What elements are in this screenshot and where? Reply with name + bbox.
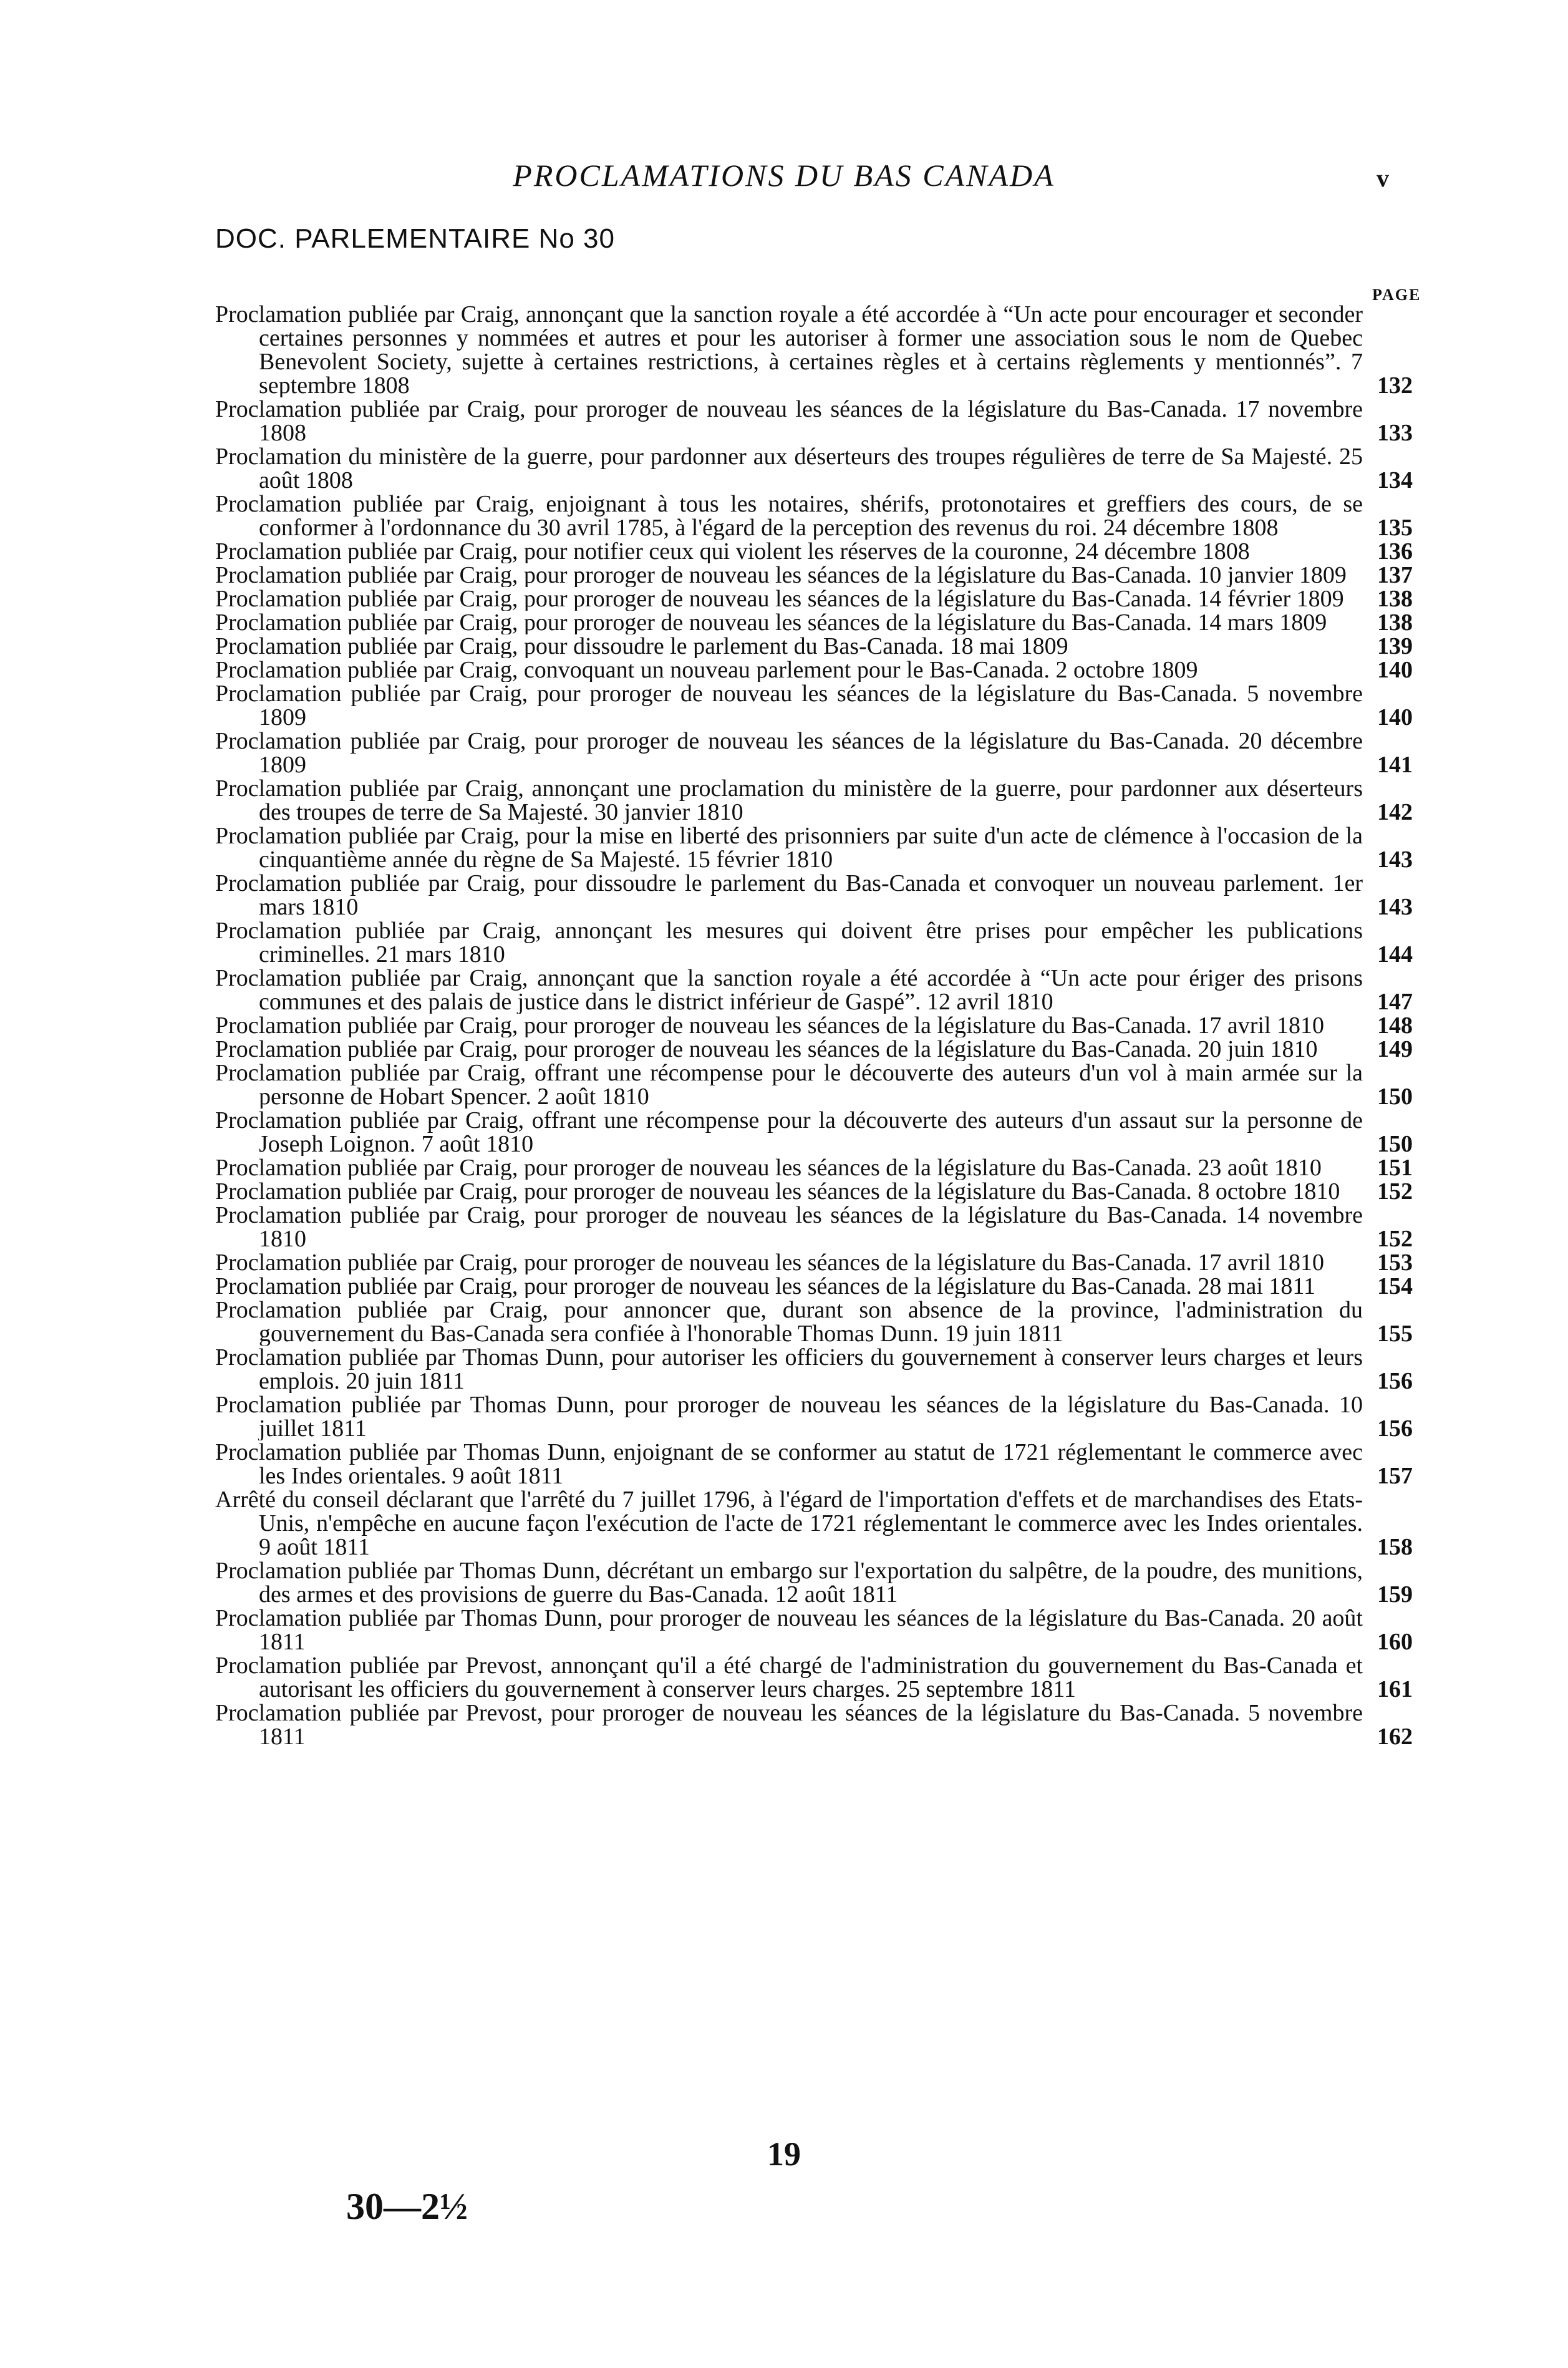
toc-entry [215, 1346, 1413, 1393]
toc-entry-page: 150 [1377, 1084, 1413, 1110]
toc-entry [215, 658, 1413, 682]
toc-entry [215, 397, 1413, 445]
toc-entry-text: Proclamation publiée par Craig, pour proroger de nouveau les séances de la législature du Bas-Canada. 17 avril 1810 [215, 1014, 1325, 1037]
toc-entry-text: Proclamation publiée par Craig, pour proroger de nouveau les séances de la législature du Bas-Canada. 17 avril 1810 [215, 1251, 1325, 1274]
toc-entry-page: 156 [1377, 1368, 1413, 1394]
toc-entry-page: 136 [1377, 538, 1413, 565]
roman-page-number: v [1377, 164, 1389, 192]
toc-entry-text: Proclamation publiée par Craig, annonçant les mesures qui doivent être prises pour empêcher les publications criminelles. 21 mars 1810 [215, 919, 1363, 966]
toc-entry-page: 144 [1377, 941, 1413, 968]
toc-entry-page: 148 [1377, 1012, 1413, 1039]
page-number: 19 [767, 2135, 801, 2173]
sheet-signature-mark: 30—2½ [346, 2186, 468, 2227]
toc-entry [215, 1298, 1413, 1346]
toc-entry [215, 1440, 1413, 1488]
toc-entry-page: 143 [1377, 894, 1413, 920]
toc-entry [215, 1180, 1413, 1203]
toc-entry-page: 135 [1377, 515, 1413, 541]
toc-entry-page: 138 [1377, 609, 1413, 636]
toc-entry-text: Proclamation publiée par Craig, pour proroger de nouveau les séances de la législature du Bas-Canada. 14 novembre 1810 [215, 1203, 1363, 1251]
toc-entry [215, 445, 1413, 492]
toc-entry-text: Proclamation publiée par Craig, pour proroger de nouveau les séances de la législature du Bas-Canada. 14 mars 1809 [215, 611, 1327, 634]
toc-entry-page: 158 [1377, 1534, 1413, 1560]
toc-entry [215, 1559, 1413, 1606]
toc-entry-text: Proclamation publiée par Craig, pour proroger de nouveau les séances de la législature du Bas-Canada. 14 février 1809 [215, 587, 1344, 611]
toc-entry-text: Proclamation publiée par Prevost, pour proroger de nouveau les séances de la législature du Bas-Canada. 5 novembre 1811 [215, 1701, 1363, 1749]
toc-entry [215, 563, 1413, 587]
toc-entry-text: Proclamation publiée par Thomas Dunn, décrétant un embargo sur l'exportation du salpêtre, de la poudre, des munitions, des armes et des provisions de guerre du Bas-Canada. 12 août 1811 [215, 1559, 1363, 1606]
toc-entry-page: 151 [1377, 1155, 1413, 1181]
toc-entry-page: 159 [1377, 1581, 1413, 1608]
toc-entry [215, 1109, 1413, 1156]
toc-entry [215, 540, 1413, 563]
running-title: PROCLAMATIONS DU BAS CANADA [513, 158, 1055, 193]
toc-entry [215, 1606, 1413, 1654]
toc-entry-text: Arrêté du conseil déclarant que l'arrêté du 7 juillet 1796, à l'égard de l'importation d'effets et de marchandises des Etats-Unis, n'empêche en aucune façon l'exécution de l'acte de 1721 réglementant le commerce avec les Indes orientales. 9 août 1811 [215, 1488, 1363, 1559]
toc-entry-page: 138 [1377, 586, 1413, 612]
toc-entry-text: Proclamation publiée par Craig, enjoignant à tous les notaires, shérifs, protonotaires et greffiers des cours, de se conformer à l'ordonnance du 30 avril 1785, à l'égard de la perception des revenus du roi. 24 décembre 1808 [215, 492, 1363, 540]
toc-entry-text: Proclamation publiée par Craig, pour la mise en liberté des prisonniers par suite d'un acte de clémence à l'occasion de la cinquantième année du règne de Sa Majesté. 15 février 1810 [215, 824, 1363, 871]
toc-entry-text: Proclamation publiée par Craig, annonçant une proclamation du ministère de la guerre, pour pardonner aux déserteurs des troupes de terre de Sa Majesté. 30 janvier 1810 [215, 777, 1363, 824]
toc-entry [215, 871, 1413, 919]
toc-entry-page: 161 [1377, 1676, 1413, 1702]
toc-entry [215, 729, 1413, 777]
toc-entry-page: 143 [1377, 847, 1413, 873]
toc-entry-text: Proclamation publiée par Craig, pour proroger de nouveau les séances de la législature du Bas-Canada. 10 janvier 1809 [215, 563, 1347, 587]
toc-entry-page: 153 [1377, 1250, 1413, 1276]
toc-entry-text: Proclamation publiée par Thomas Dunn, enjoignant de se conformer au statut de 1721 réglementant le commerce avec les Indes orientales. 9 août 1811 [215, 1440, 1363, 1488]
toc-entry-page: 141 [1377, 752, 1413, 778]
toc-entry [215, 1037, 1413, 1061]
toc-entry [215, 966, 1413, 1014]
toc-entry-text: Proclamation publiée par Craig, pour annoncer que, durant son absence de la province, l'administration du gouvernement du Bas-Canada sera confiée à l'honorable Thomas Dunn. 19 juin 1811 [215, 1298, 1363, 1346]
toc-entry-text: Proclamation publiée par Craig, pour proroger de nouveau les séances de la législature du Bas-Canada. 23 août 1810 [215, 1156, 1322, 1180]
toc-entry-page: 162 [1377, 1724, 1413, 1750]
toc-entry [215, 1701, 1413, 1749]
toc-entry-text: Proclamation publiée par Craig, convoquant un nouveau parlement pour le Bas-Canada. 2 octobre 1809 [215, 658, 1198, 682]
toc-entry-page: 157 [1377, 1463, 1413, 1489]
toc-entry-page: 142 [1377, 799, 1413, 825]
toc-entry [215, 587, 1413, 611]
page-column-label: PAGE [1372, 286, 1421, 304]
toc-entry-page: 160 [1377, 1629, 1413, 1655]
toc-entry-text: Proclamation publiée par Thomas Dunn, pour proroger de nouveau les séances de la législature du Bas-Canada. 20 août 1811 [215, 1606, 1363, 1654]
toc-entry-text: Proclamation publiée par Craig, pour proroger de nouveau les séances de la législature du Bas-Canada. 8 octobre 1810 [215, 1180, 1340, 1203]
toc-entry-text: Proclamation publiée par Craig, pour proroger de nouveau les séances de la législature du Bas-Canada. 5 novembre 1809 [215, 682, 1363, 729]
toc-entry-page: 140 [1377, 657, 1413, 683]
toc-entry [215, 303, 1413, 397]
toc-entry [215, 777, 1413, 824]
toc-entry-text: Proclamation publiée par Prevost, annonçant qu'il a été chargé de l'administration du gouvernement du Bas-Canada et autorisant les officiers du gouvernement à conserver leurs charges. 25 septembre 1811 [215, 1654, 1363, 1701]
toc-entry [215, 919, 1413, 966]
toc-entry-text: Proclamation publiée par Craig, offrant une récompense pour la découverte des auteurs d'un assaut sur la personne de Joseph Loignon. 7 août 1810 [215, 1109, 1363, 1156]
toc-entry [215, 682, 1413, 729]
toc-entry [215, 824, 1413, 871]
toc-entry-text: Proclamation publiée par Thomas Dunn, pour autoriser les officiers du gouvernement à conserver leurs charges et leurs emplois. 20 juin 1811 [215, 1346, 1363, 1393]
toc-entry-text: Proclamation publiée par Thomas Dunn, pour proroger de nouveau les séances de la législature du Bas-Canada. 10 juillet 1811 [215, 1393, 1363, 1440]
toc-entry [215, 1251, 1413, 1274]
toc-entry-text: Proclamation publiée par Craig, pour proroger de nouveau les séances de la législature du Bas-Canada. 20 juin 1810 [215, 1037, 1318, 1061]
toc-entry-page: 133 [1377, 420, 1413, 446]
toc-entry-page: 150 [1377, 1131, 1413, 1157]
toc-entry-page: 140 [1377, 704, 1413, 730]
toc-entry [215, 1156, 1413, 1180]
toc-entry-text: Proclamation publiée par Craig, annonçant que la sanction royale a été accordée à “Un acte pour encourager et seconder certaines personnes y nommées et autres et pour les autoriser à former une association sous le nom de Quebec Benevolent Society, sujette à certaines restrictions, à certaines règles et à certains règlements y mentionnés”. 7 septembre 1808 [215, 303, 1363, 397]
toc-entry-page: 137 [1377, 562, 1413, 588]
toc-entry-text: Proclamation publiée par Craig, offrant une récompense pour le découverte des auteurs d'un vol à main armée sur la personne de Hobart Spencer. 2 août 1810 [215, 1061, 1363, 1109]
toc-entry-text: Proclamation publiée par Craig, pour notifier ceux qui violent les réserves de la couronne, 24 décembre 1808 [215, 540, 1250, 563]
toc-entry-page: 147 [1377, 989, 1413, 1015]
toc-entry-page: 156 [1377, 1415, 1413, 1442]
toc-entry [215, 1393, 1413, 1440]
table-of-contents [215, 303, 1413, 1749]
toc-entry [215, 1203, 1413, 1251]
toc-entry [215, 1488, 1413, 1559]
toc-entry-page: 152 [1377, 1178, 1413, 1205]
toc-entry [215, 1274, 1413, 1298]
toc-entry [215, 1061, 1413, 1109]
toc-entry [215, 1014, 1413, 1037]
toc-entry-text: Proclamation publiée par Craig, pour dissoudre le parlement du Bas-Canada et convoquer un nouveau parlement. 1er mars 1810 [215, 871, 1363, 919]
toc-entry-page: 152 [1377, 1226, 1413, 1252]
toc-entry [215, 611, 1413, 634]
toc-entry [215, 492, 1413, 540]
toc-entry-text: Proclamation publiée par Craig, pour proroger de nouveau les séances de la législature du Bas-Canada. 20 décembre 1809 [215, 729, 1363, 777]
toc-entry-page: 149 [1377, 1036, 1413, 1062]
toc-entry-page: 154 [1377, 1273, 1413, 1299]
document-label: DOC. PARLEMENTAIRE No 30 [215, 223, 615, 254]
toc-entry-text: Proclamation publiée par Craig, annonçant que la sanction royale a été accordée à “Un acte pour ériger des prisons communes et des palais de justice dans le district inférieur de Gaspé”. 12 avril 1810 [215, 966, 1363, 1014]
toc-entry-page: 134 [1377, 467, 1413, 493]
toc-entry-page: 155 [1377, 1321, 1413, 1347]
toc-entry-text: Proclamation publiée par Craig, pour dissoudre le parlement du Bas-Canada. 18 mai 1809 [215, 634, 1068, 658]
toc-entry-page: 132 [1377, 372, 1413, 399]
toc-entry [215, 634, 1413, 658]
toc-entry [215, 1654, 1413, 1701]
toc-entry-text: Proclamation publiée par Craig, pour proroger de nouveau les séances de la législature du Bas-Canada. 28 mai 1811 [215, 1274, 1315, 1298]
toc-entry-text: Proclamation publiée par Craig, pour proroger de nouveau les séances de la législature du Bas-Canada. 17 novembre 1808 [215, 397, 1363, 445]
toc-entry-text: Proclamation du ministère de la guerre, pour pardonner aux déserteurs des troupes régulières de terre de Sa Majesté. 25 août 1808 [215, 445, 1363, 492]
toc-entry-page: 139 [1377, 633, 1413, 659]
